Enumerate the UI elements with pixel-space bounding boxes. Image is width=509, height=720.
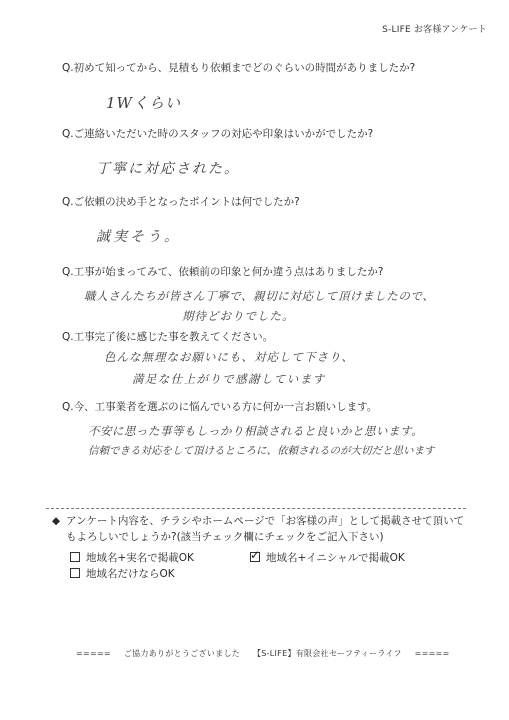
- page-header-title: S-LIFE お客様アンケート: [382, 25, 487, 35]
- consent-notice: [52, 513, 472, 545]
- question-4: Q.工事が始まってみて、依頼前の印象と何か違う点はありましたか?: [62, 266, 384, 278]
- question-6: Q.今、工事業者を選ぶのに悩んでいる方に何か一言お願いします。: [62, 401, 378, 413]
- section-divider: [46, 508, 466, 509]
- footer-thanks: ご協力ありがとうございました: [123, 649, 241, 658]
- question-2: Q.ご連絡いただいた時のスタッフの対応や印象はいかがでしたか?: [62, 128, 374, 140]
- footer-left-mark: =====: [76, 649, 112, 658]
- question-3: Q.ご依頼の決め手となったポイントは何でしたか?: [62, 196, 300, 208]
- diamond-bullet-icon: ◆: [52, 515, 61, 527]
- option-real-name-label: 地域名+実名で掲載OK: [86, 552, 194, 564]
- answer-4-line-2: 期待どおりでした。: [182, 309, 295, 323]
- answer-1-line-1: 1Wくらい: [106, 94, 181, 112]
- answer-3-line-1: 誠実そう。: [96, 229, 181, 245]
- answer-4-line-1: 職人さんたちが皆さん丁寧で、親切に対応して頂けましたので、: [84, 289, 435, 303]
- option-region-only-label: 地域名だけならOK: [86, 568, 175, 580]
- question-5: Q.工事完了後に感じた事を教えてください。: [62, 331, 274, 343]
- option-real-name[interactable]: [70, 550, 194, 565]
- option-initials-label: 地域名+イニシャルで掲載OK: [266, 552, 405, 564]
- answer-2-line-1: 丁寧に対応された。: [96, 161, 240, 177]
- footer: [76, 648, 460, 659]
- check-mark-icon: ✓: [250, 548, 261, 562]
- checkbox-real-name[interactable]: [70, 552, 80, 562]
- footer-right-mark: =====: [414, 649, 450, 658]
- answer-6-line-1: 不安に思った事等もしっかり相談されると良いかと思います。: [88, 424, 424, 438]
- option-initials[interactable]: [250, 550, 405, 565]
- footer-company: 【S-LIFE】有限会社セーフティーライフ: [252, 649, 402, 658]
- answer-5-line-1: 色んな無理なお願いにも、対応して下さり、: [104, 350, 354, 364]
- answer-5-line-2: 満足な仕上がりで感謝しています: [132, 372, 326, 386]
- consent-notice-text: アンケート内容を、チラシやホームページで「お客様の声」として掲載させて頂いてもよろしいでしょうか?(該当チェック欄にチェックをご記入下さい): [66, 515, 465, 543]
- answer-6-line-2: 信頼できる対応をして頂けるところに、依頼されるのが大切だと思います: [88, 445, 435, 457]
- option-region-only[interactable]: [70, 566, 175, 581]
- question-1: Q.初めて知ってから、見積もり依頼までどのぐらいの時間がありましたか?: [62, 62, 416, 74]
- checkbox-region-only[interactable]: [70, 568, 80, 578]
- checkbox-initials[interactable]: [250, 548, 261, 562]
